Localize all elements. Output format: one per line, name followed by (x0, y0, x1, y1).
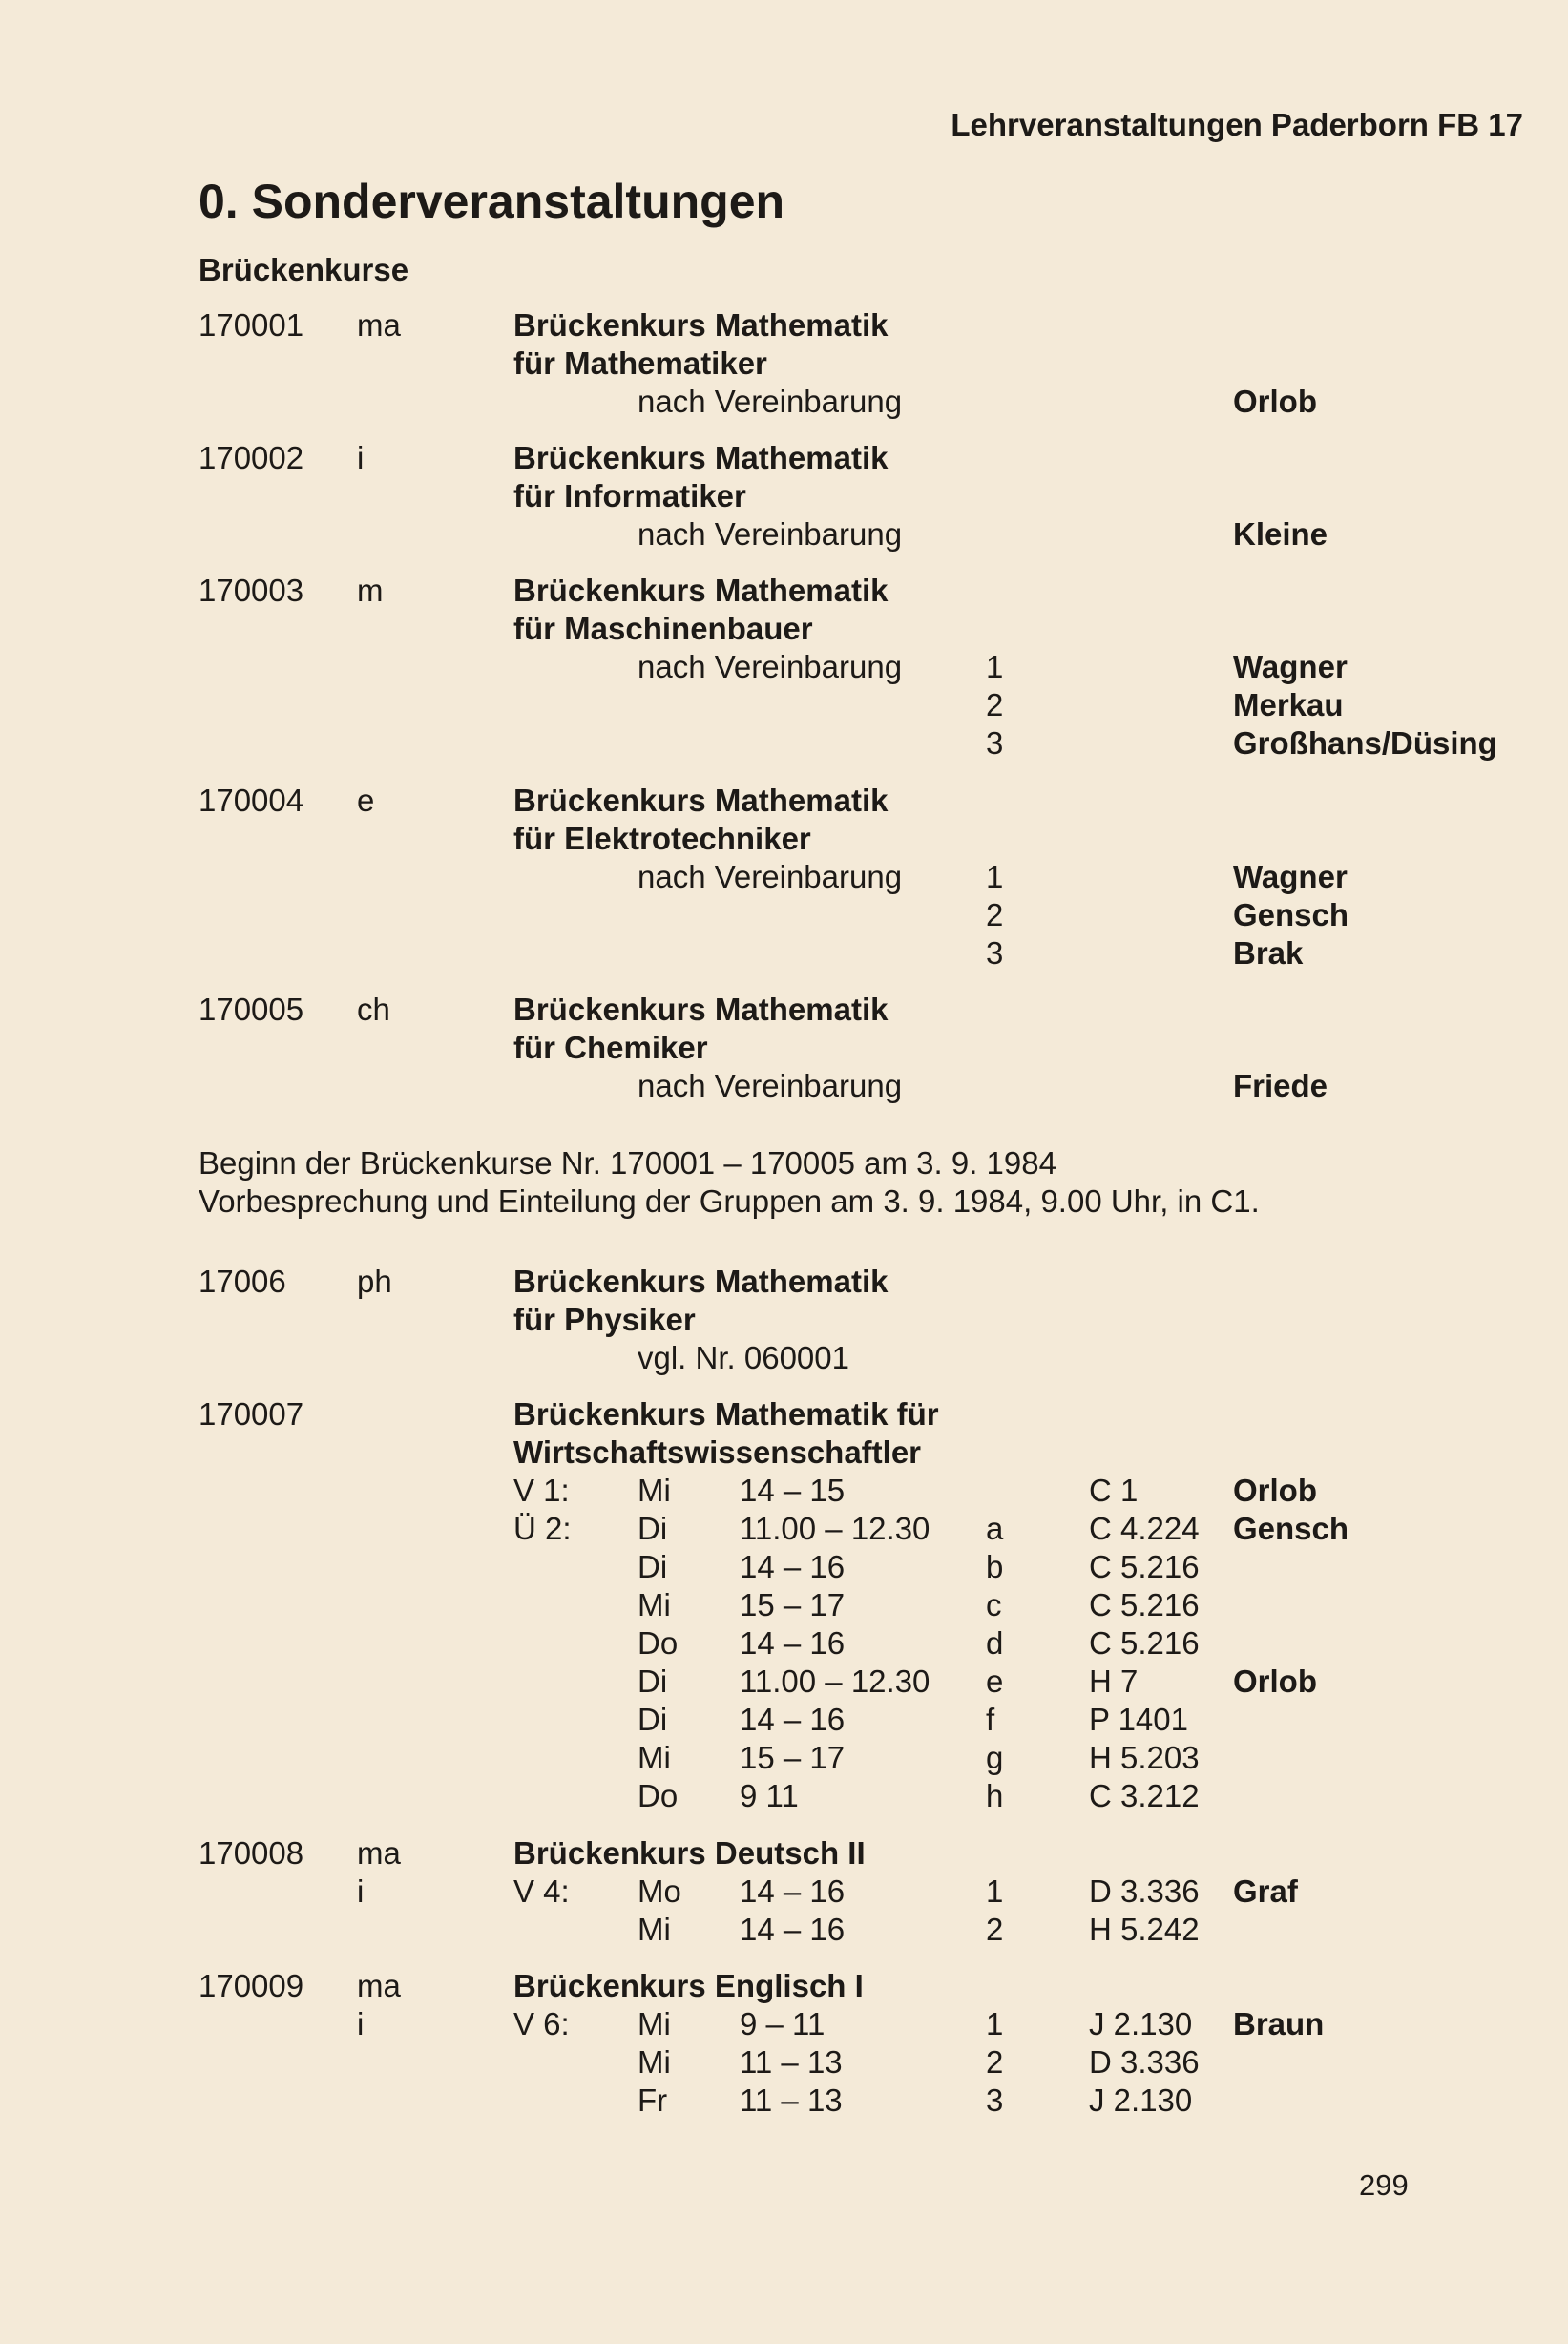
course-subtitle: für Chemiker (513, 1030, 708, 1065)
course-code: ma (357, 1835, 401, 1871)
course-number: 170002 (199, 440, 304, 475)
room: H 7 (1089, 1664, 1139, 1699)
event-type: V 6: (513, 2006, 570, 2041)
group-number: 1 (986, 859, 1004, 894)
event-type: V 1: (513, 1473, 570, 1508)
room: C 1 (1089, 1473, 1139, 1508)
lecturer-name: Großhans/Düsing (1233, 725, 1497, 761)
course-number: 170005 (199, 992, 304, 1027)
group-label: 2 (986, 2044, 1004, 2080)
room: J 2.130 (1089, 2006, 1193, 2041)
weekday: Mi (638, 1587, 671, 1622)
group-number: 3 (986, 725, 1004, 761)
time-range: 15 – 17 (740, 1587, 846, 1622)
course-code: ma (357, 1968, 401, 2003)
course-title: Brückenkurs Deutsch II (513, 1835, 866, 1871)
group-label: e (986, 1664, 1004, 1699)
event-type: V 4: (513, 1873, 570, 1909)
lecturer-name: Braun (1233, 2006, 1325, 2041)
lecturer-name: Orlob (1233, 384, 1317, 419)
weekday: Do (638, 1625, 679, 1661)
course-title: Brückenkurs Mathematik (513, 1264, 889, 1299)
time-range: 9 11 (740, 1778, 799, 1813)
course-number: 170003 (199, 573, 304, 608)
course-code: i (357, 440, 365, 475)
course-code: e (357, 783, 375, 818)
weekday: Mi (638, 1473, 671, 1508)
weekday: Di (638, 1702, 668, 1737)
course-title: Brückenkurs Mathematik (513, 573, 889, 608)
course-number: 170004 (199, 783, 304, 818)
group-number: 3 (986, 935, 1004, 971)
group-label: 1 (986, 2006, 1004, 2041)
time-range: 14 – 15 (740, 1473, 846, 1508)
note-preliminary-meeting: Vorbesprechung und Einteilung der Gruppen am 3. 9. 1984, 9.00 Uhr, in C1. (199, 1183, 1260, 1219)
time-range: 14 – 16 (740, 1625, 846, 1661)
group-number: 2 (986, 897, 1004, 932)
course-code: ma (357, 307, 401, 343)
course-code-secondary: i (357, 2006, 365, 2041)
page-title: 0. Sonderveranstaltungen (199, 175, 785, 228)
group-label: a (986, 1511, 1004, 1546)
group-label: g (986, 1740, 1004, 1775)
course-code: ph (357, 1264, 392, 1299)
lecturer-name: Kleine (1233, 516, 1328, 552)
course-code-secondary: i (357, 1873, 365, 1909)
group-label: c (986, 1587, 1002, 1622)
weekday: Di (638, 1664, 668, 1699)
room: J 2.130 (1089, 2082, 1193, 2118)
course-number: 17006 (199, 1264, 286, 1299)
lecturer-name: Graf (1233, 1873, 1298, 1909)
room: C 5.216 (1089, 1587, 1200, 1622)
course-number: 170001 (199, 307, 304, 343)
lecturer-name: Orlob (1233, 1473, 1317, 1508)
course-title: Brückenkurs Mathematik (513, 783, 889, 818)
room: D 3.336 (1089, 2044, 1200, 2080)
lecturer-name: Friede (1233, 1068, 1328, 1103)
course-subtitle: Wirtschaftswissenschaftler (513, 1434, 922, 1470)
running-header: Lehrveranstaltungen Paderborn FB 17 (951, 107, 1523, 142)
course-code: m (357, 573, 384, 608)
course-title: Brückenkurs Englisch I (513, 1968, 864, 2003)
room: H 5.242 (1089, 1912, 1200, 1947)
course-title: Brückenkurs Mathematik (513, 992, 889, 1027)
weekday: Do (638, 1778, 679, 1813)
weekday: Di (638, 1511, 668, 1546)
course-number: 170008 (199, 1835, 304, 1871)
time-range: 11.00 – 12.30 (740, 1664, 930, 1699)
course-subtitle: für Physiker (513, 1302, 696, 1337)
room: H 5.203 (1089, 1740, 1200, 1775)
lecturer-name: Orlob (1233, 1664, 1317, 1699)
room: C 4.224 (1089, 1511, 1200, 1546)
group-label: h (986, 1778, 1004, 1813)
event-type: Ü 2: (513, 1511, 572, 1546)
time-range: 14 – 16 (740, 1873, 846, 1909)
course-time: nach Vereinbarung (638, 1068, 903, 1103)
group-label: 2 (986, 1912, 1004, 1947)
group-label: 1 (986, 1873, 1004, 1909)
group-label: d (986, 1625, 1004, 1661)
weekday: Mi (638, 2044, 671, 2080)
course-number: 170007 (199, 1396, 304, 1432)
weekday: Mi (638, 1912, 671, 1947)
weekday: Mi (638, 2006, 671, 2041)
course-reference: vgl. Nr. 060001 (638, 1340, 849, 1375)
note-start-date: Beginn der Brückenkurse Nr. 170001 – 170005 am 3. 9. 1984 (199, 1145, 1056, 1181)
course-subtitle: für Informatiker (513, 478, 746, 513)
course-time: nach Vereinbarung (638, 384, 903, 419)
course-subtitle: für Elektrotechniker (513, 821, 811, 856)
group-label: f (986, 1702, 995, 1737)
time-range: 14 – 16 (740, 1549, 846, 1584)
time-range: 11 – 13 (740, 2082, 843, 2118)
time-range: 14 – 16 (740, 1702, 846, 1737)
room: C 3.212 (1089, 1778, 1200, 1813)
room: C 5.216 (1089, 1549, 1200, 1584)
weekday: Fr (638, 2082, 668, 2118)
group-number: 2 (986, 687, 1004, 722)
group-number: 1 (986, 649, 1004, 684)
course-title: Brückenkurs Mathematik (513, 307, 889, 343)
section-heading: Brückenkurse (199, 252, 409, 287)
time-range: 15 – 17 (740, 1740, 846, 1775)
course-time: nach Vereinbarung (638, 859, 903, 894)
lecturer-name: Wagner (1233, 859, 1348, 894)
time-range: 9 – 11 (740, 2006, 826, 2041)
course-title: Brückenkurs Mathematik für (513, 1396, 939, 1432)
room: D 3.336 (1089, 1873, 1200, 1909)
lecturer-name: Gensch (1233, 1511, 1349, 1546)
group-label: b (986, 1549, 1004, 1584)
time-range: 14 – 16 (740, 1912, 846, 1947)
lecturer-name: Gensch (1233, 897, 1349, 932)
course-subtitle: für Mathematiker (513, 345, 767, 381)
course-title: Brückenkurs Mathematik (513, 440, 889, 475)
course-subtitle: für Maschinenbauer (513, 611, 813, 646)
lecturer-name: Merkau (1233, 687, 1344, 722)
lecturer-name: Brak (1233, 935, 1304, 971)
course-time: nach Vereinbarung (638, 649, 903, 684)
room: C 5.216 (1089, 1625, 1200, 1661)
course-code: ch (357, 992, 390, 1027)
page-number: 299 (1359, 2168, 1409, 2202)
course-number: 170009 (199, 1968, 304, 2003)
group-label: 3 (986, 2082, 1004, 2118)
weekday: Mo (638, 1873, 681, 1909)
weekday: Mi (638, 1740, 671, 1775)
time-range: 11.00 – 12.30 (740, 1511, 930, 1546)
weekday: Di (638, 1549, 668, 1584)
lecturer-name: Wagner (1233, 649, 1348, 684)
time-range: 11 – 13 (740, 2044, 843, 2080)
room: P 1401 (1089, 1702, 1188, 1737)
course-time: nach Vereinbarung (638, 516, 903, 552)
